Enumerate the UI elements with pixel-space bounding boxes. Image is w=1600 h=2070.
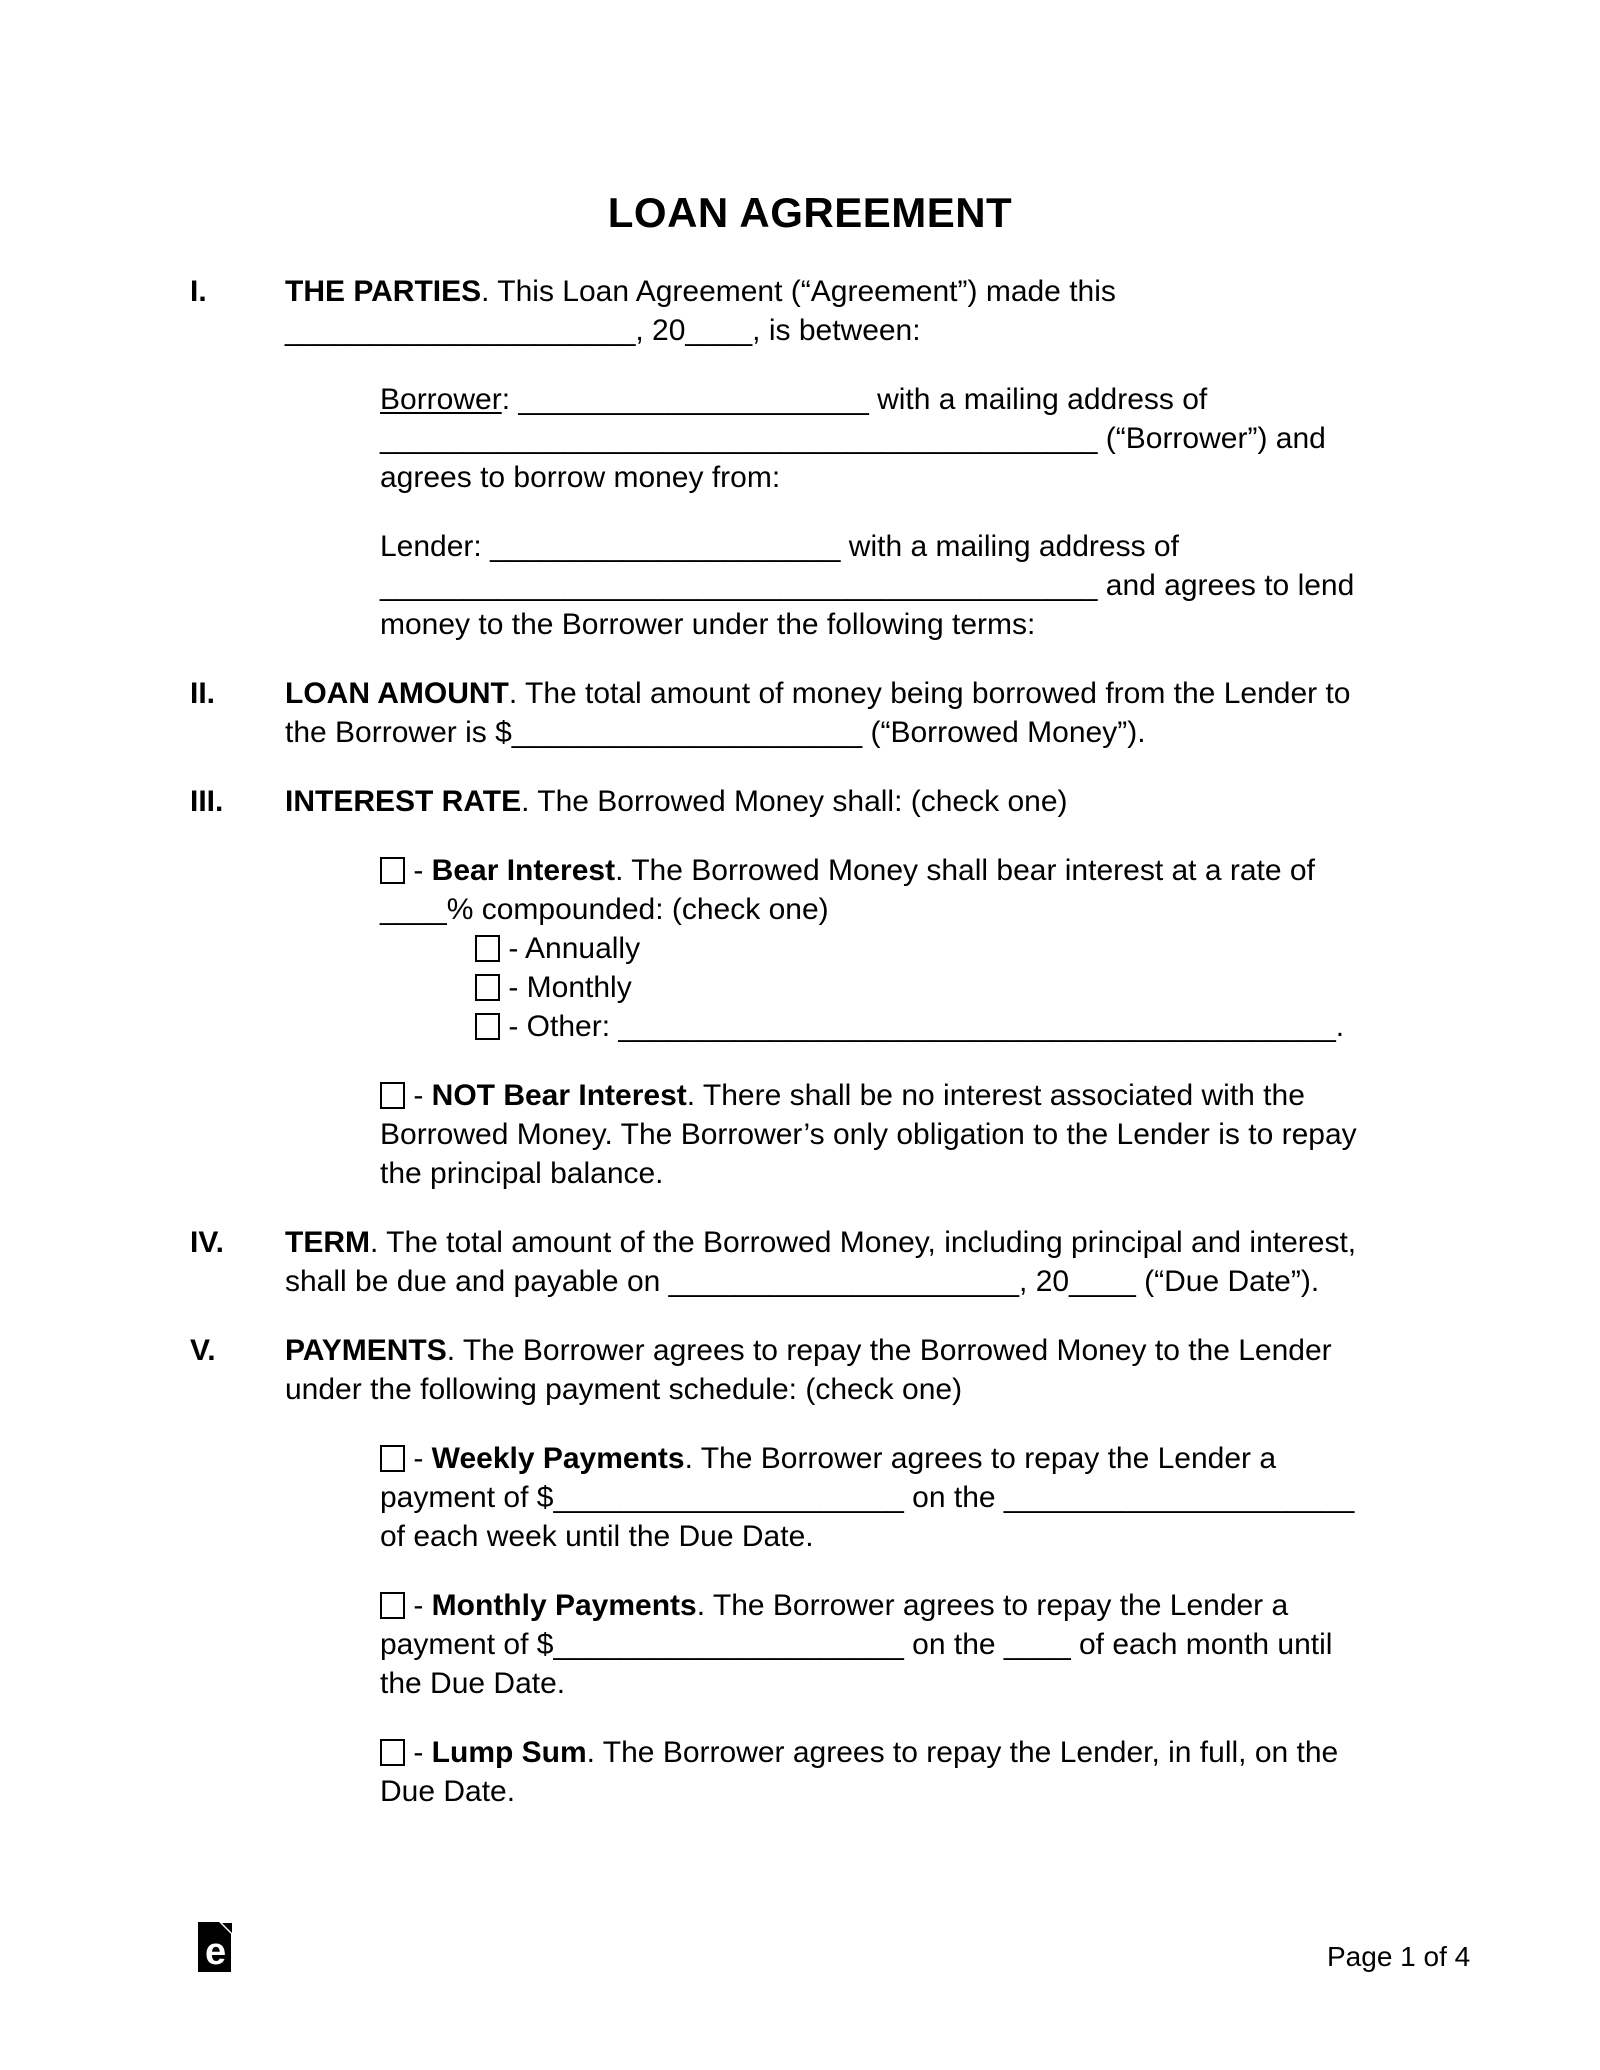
paragraph-line (285, 782, 1430, 821)
text-run: - (405, 1736, 432, 1769)
document-content (190, 190, 1430, 1841)
checkbox-bear-interest[interactable] (380, 857, 405, 884)
option-heading: Weekly Payments (431, 1442, 685, 1475)
section-body (285, 1223, 1430, 1301)
checkbox-lump-sum[interactable] (380, 1739, 405, 1766)
text-run: . This Loan Agreement (“Agreement”) made this (481, 275, 1116, 308)
text-run: . The total amount of the Borrowed Money, including principal and interest, (370, 1226, 1357, 1259)
option-line (380, 1733, 1430, 1772)
eforms-logo-icon (198, 1922, 233, 1972)
compounding-options (475, 929, 1430, 1046)
lender-name-blank: Lender: _____________________ with a mailing address of (380, 530, 1179, 563)
text-run: - (405, 1079, 432, 1112)
bear-interest-option (380, 851, 1430, 1046)
text-run: - (405, 854, 432, 887)
not-bear-interest-option (380, 1076, 1430, 1193)
section-term (190, 1223, 1430, 1301)
checkbox-monthly-payments[interactable] (380, 1592, 405, 1619)
paragraph-line (285, 272, 1430, 311)
date-blank-line: _____________________, 20____, is between: (285, 314, 921, 347)
paragraph-line (380, 380, 1430, 419)
option-label: - Other: ___________________________________________. (500, 1010, 1345, 1043)
text-run: . The Borrower agrees to repay the Lender a (684, 1442, 1277, 1475)
borrower-paragraph (380, 380, 1430, 497)
checkbox-weekly-payments[interactable] (380, 1445, 405, 1472)
option-heading: Monthly Payments (431, 1589, 697, 1622)
section-loan-amount (190, 674, 1430, 752)
borrower-address-blank: ___________________________________________ (“Borrower”) and (380, 422, 1326, 455)
section-body (285, 782, 1430, 821)
section-heading: THE PARTIES (285, 275, 482, 308)
option-line (380, 1586, 1430, 1625)
option-label: - Annually (500, 932, 641, 965)
paragraph-line: Due Date. (380, 1775, 516, 1808)
text-run: . The total amount of money being borrowed from the Lender to (508, 677, 1351, 710)
option-line (380, 851, 1430, 890)
option-line (475, 929, 1430, 968)
option-label: - Monthly (500, 971, 632, 1004)
paragraph-line (285, 1331, 1430, 1370)
borrower-name-blank: : _____________________ with a mailing address of (501, 383, 1208, 416)
option-line (475, 1007, 1430, 1046)
logo-letter: e (205, 1931, 227, 1972)
option-heading: Bear Interest (431, 854, 616, 887)
paragraph-line: Borrowed Money. The Borrower’s only obligation to the Lender is to repay (380, 1118, 1357, 1151)
paragraph-line: of each week until the Due Date. (380, 1520, 814, 1553)
text-run: . The Borrower agrees to repay the Lender, in full, on the (586, 1736, 1339, 1769)
section-heading: LOAN AMOUNT (285, 677, 509, 710)
section-numeral-v: V. (190, 1334, 216, 1367)
section-numeral-i: I. (190, 275, 207, 308)
text-run: - (405, 1589, 432, 1622)
borrower-label: Borrower (380, 383, 502, 416)
paragraph-line (285, 1223, 1430, 1262)
due-date-blank: shall be due and payable on _____________________, 20____ (“Due Date”). (285, 1265, 1320, 1298)
text-run: - (405, 1442, 432, 1475)
weekly-amount-blank: payment of $_____________________ on the _____________________ (380, 1481, 1355, 1514)
checkbox-annually[interactable] (475, 935, 500, 962)
paragraph-line: the Due Date. (380, 1667, 566, 1700)
paragraph-line: under the following payment schedule: (check one) (285, 1373, 963, 1406)
text-run: . The Borrowed Money shall bear interest at a rate of (615, 854, 1315, 887)
section-heading: INTEREST RATE (285, 785, 522, 818)
checkbox-other[interactable] (475, 1013, 500, 1040)
page-number: Page 1 of 4 (1327, 1941, 1471, 1972)
text-run: . The Borrowed Money shall: (check one) (521, 785, 1068, 818)
checkbox-not-bear-interest[interactable] (380, 1082, 405, 1109)
document-title: LOAN AGREEMENT (607, 189, 1013, 236)
lump-sum-option (380, 1733, 1430, 1811)
text-run: . There shall be no interest associated with the (686, 1079, 1305, 1112)
section-interest-rate (190, 782, 1430, 821)
monthly-payments-option (380, 1586, 1430, 1703)
section-heading: PAYMENTS (285, 1334, 447, 1367)
section-heading: TERM (285, 1226, 370, 1259)
section-numeral-iii: III. (190, 785, 224, 818)
text-run: . The Borrower agrees to repay the Borrowed Money to the Lender (446, 1334, 1332, 1367)
lender-address-blank: ___________________________________________ and agrees to lend (380, 569, 1355, 602)
paragraph-line: the principal balance. (380, 1157, 664, 1190)
option-heading: NOT Bear Interest (431, 1079, 687, 1112)
section-body (285, 674, 1430, 752)
checkbox-monthly[interactable] (475, 974, 500, 1001)
option-line (380, 1076, 1430, 1115)
paragraph-line: money to the Borrower under the following terms: (380, 608, 1036, 641)
option-line (475, 968, 1430, 1007)
loan-amount-blank: the Borrower is $_____________________ (“Borrowed Money”). (285, 716, 1146, 749)
option-line (380, 1439, 1430, 1478)
lender-paragraph (380, 527, 1430, 644)
section-body (285, 272, 1430, 350)
text-run: . The Borrower agrees to repay the Lender a (696, 1589, 1289, 1622)
weekly-payments-option (380, 1439, 1430, 1556)
section-body (285, 1331, 1430, 1409)
paragraph-line: agrees to borrow money from: (380, 461, 781, 494)
paragraph-line (285, 674, 1430, 713)
monthly-amount-blank: payment of $_____________________ on the ____ of each month until (380, 1628, 1333, 1661)
section-payments (190, 1331, 1430, 1409)
section-the-parties (190, 272, 1430, 350)
section-numeral-iv: IV. (190, 1226, 224, 1259)
section-numeral-ii: II. (190, 677, 216, 710)
interest-rate-blank: ____% compounded: (check one) (380, 893, 829, 926)
option-heading: Lump Sum (431, 1736, 587, 1769)
document-page-icon (198, 1922, 233, 1972)
